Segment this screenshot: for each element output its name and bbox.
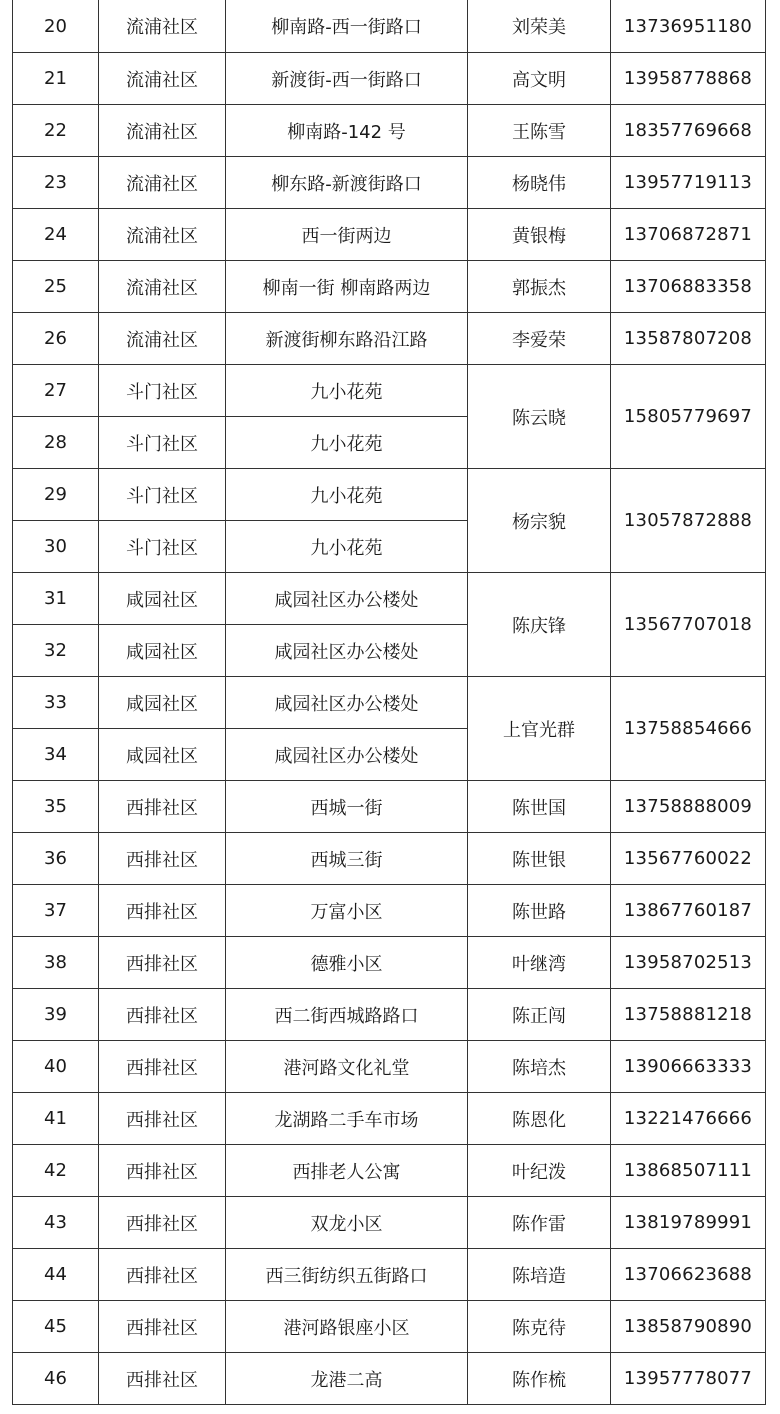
phone-cell: 13758854666 [611, 677, 766, 781]
contact-name-cell: 叶纪泼 [468, 1145, 611, 1197]
community-cell: 流浦社区 [99, 313, 226, 365]
contact-name-cell: 王陈雪 [468, 105, 611, 157]
table-row [13, 313, 766, 365]
location-cell: 双龙小区 [226, 1197, 468, 1249]
row-number: 22 [13, 105, 99, 157]
location-cell: 咸园社区办公楼处 [226, 677, 468, 729]
location-cell: 西三街纺织五街路口 [226, 1249, 468, 1301]
table-row [13, 209, 766, 261]
table-row [13, 1301, 766, 1353]
contact-name-cell: 刘荣美 [468, 0, 611, 53]
row-number: 35 [13, 781, 99, 833]
contact-name-cell: 杨晓伟 [468, 157, 611, 209]
location-cell: 西城三街 [226, 833, 468, 885]
row-number: 28 [13, 417, 99, 469]
location-cell: 西一街两边 [226, 209, 468, 261]
row-number: 24 [13, 209, 99, 261]
location-cell: 万富小区 [226, 885, 468, 937]
table-row [13, 833, 766, 885]
community-cell: 斗门社区 [99, 365, 226, 417]
phone-cell: 13958778868 [611, 53, 766, 105]
phone-cell: 13706883358 [611, 261, 766, 313]
contact-name-cell: 陈培造 [468, 1249, 611, 1301]
row-number: 34 [13, 729, 99, 781]
table-row [13, 885, 766, 937]
row-number: 46 [13, 1353, 99, 1405]
contact-name-cell: 陈云晓 [468, 365, 611, 469]
location-cell: 九小花苑 [226, 521, 468, 573]
contact-name-cell: 上官光群 [468, 677, 611, 781]
community-cell: 西排社区 [99, 781, 226, 833]
table-row [13, 989, 766, 1041]
row-number: 32 [13, 625, 99, 677]
community-cell: 斗门社区 [99, 521, 226, 573]
location-cell: 柳南路-142 号 [226, 105, 468, 157]
location-cell: 咸园社区办公楼处 [226, 573, 468, 625]
contact-name-cell: 陈世国 [468, 781, 611, 833]
row-number: 23 [13, 157, 99, 209]
row-number: 27 [13, 365, 99, 417]
row-number: 45 [13, 1301, 99, 1353]
phone-cell: 13221476666 [611, 1093, 766, 1145]
contact-name-cell: 陈世路 [468, 885, 611, 937]
community-cell: 西排社区 [99, 1145, 226, 1197]
table-row [13, 53, 766, 105]
row-number: 25 [13, 261, 99, 313]
table-row [13, 573, 766, 625]
table-row [13, 1041, 766, 1093]
contact-name-cell: 陈培杰 [468, 1041, 611, 1093]
location-cell: 柳南一街 柳南路两边 [226, 261, 468, 313]
table-row [13, 937, 766, 989]
community-cell: 西排社区 [99, 1301, 226, 1353]
table-row [13, 1145, 766, 1197]
phone-cell: 13736951180 [611, 0, 766, 53]
phone-cell: 13868507111 [611, 1145, 766, 1197]
contact-table [12, 0, 766, 1405]
phone-cell: 15805779697 [611, 365, 766, 469]
phone-cell: 18357769668 [611, 105, 766, 157]
community-cell: 咸园社区 [99, 729, 226, 781]
contact-name-cell: 陈正闯 [468, 989, 611, 1041]
phone-cell: 13957778077 [611, 1353, 766, 1405]
phone-cell: 13706872871 [611, 209, 766, 261]
community-cell: 流浦社区 [99, 157, 226, 209]
row-number: 30 [13, 521, 99, 573]
community-cell: 西排社区 [99, 989, 226, 1041]
community-cell: 流浦社区 [99, 0, 226, 53]
location-cell: 柳南路-西一街路口 [226, 0, 468, 53]
contact-name-cell: 李爱荣 [468, 313, 611, 365]
row-number: 26 [13, 313, 99, 365]
location-cell: 西二街西城路路口 [226, 989, 468, 1041]
contact-name-cell: 陈克待 [468, 1301, 611, 1353]
community-cell: 西排社区 [99, 885, 226, 937]
table-row [13, 1353, 766, 1405]
contact-name-cell: 陈作雷 [468, 1197, 611, 1249]
phone-cell: 13587807208 [611, 313, 766, 365]
location-cell: 柳东路-新渡街路口 [226, 157, 468, 209]
location-cell: 港河路文化礼堂 [226, 1041, 468, 1093]
row-number: 31 [13, 573, 99, 625]
table-row [13, 0, 766, 53]
contact-name-cell: 高文明 [468, 53, 611, 105]
location-cell: 九小花苑 [226, 417, 468, 469]
location-cell: 德雅小区 [226, 937, 468, 989]
row-number: 37 [13, 885, 99, 937]
row-number: 43 [13, 1197, 99, 1249]
contact-name-cell: 陈世银 [468, 833, 611, 885]
phone-cell: 13957719113 [611, 157, 766, 209]
community-cell: 西排社区 [99, 1197, 226, 1249]
phone-cell: 13867760187 [611, 885, 766, 937]
contact-name-cell: 黄银梅 [468, 209, 611, 261]
table-row [13, 1093, 766, 1145]
community-cell: 斗门社区 [99, 469, 226, 521]
row-number: 40 [13, 1041, 99, 1093]
community-cell: 流浦社区 [99, 261, 226, 313]
location-cell: 西排老人公寓 [226, 1145, 468, 1197]
phone-cell: 13758888009 [611, 781, 766, 833]
location-cell: 咸园社区办公楼处 [226, 625, 468, 677]
contact-name-cell: 杨宗貌 [468, 469, 611, 573]
table-row [13, 1197, 766, 1249]
table-row [13, 261, 766, 313]
row-number: 29 [13, 469, 99, 521]
phone-cell: 13819789991 [611, 1197, 766, 1249]
community-cell: 咸园社区 [99, 625, 226, 677]
table-row [13, 469, 766, 521]
contact-name-cell: 陈庆锋 [468, 573, 611, 677]
community-cell: 西排社区 [99, 1249, 226, 1301]
phone-cell: 13567760022 [611, 833, 766, 885]
community-cell: 西排社区 [99, 1093, 226, 1145]
row-number: 42 [13, 1145, 99, 1197]
row-number: 20 [13, 0, 99, 53]
location-cell: 九小花苑 [226, 365, 468, 417]
phone-cell: 13057872888 [611, 469, 766, 573]
table-row [13, 677, 766, 729]
contact-name-cell: 叶继湾 [468, 937, 611, 989]
location-cell: 龙港二高 [226, 1353, 468, 1405]
contact-name-cell: 陈恩化 [468, 1093, 611, 1145]
community-cell: 流浦社区 [99, 209, 226, 261]
community-cell: 咸园社区 [99, 573, 226, 625]
location-cell: 九小花苑 [226, 469, 468, 521]
table-row [13, 365, 766, 417]
row-number: 36 [13, 833, 99, 885]
row-number: 33 [13, 677, 99, 729]
community-cell: 咸园社区 [99, 677, 226, 729]
table-row [13, 105, 766, 157]
community-cell: 西排社区 [99, 833, 226, 885]
location-cell: 新渡街-西一街路口 [226, 53, 468, 105]
location-cell: 港河路银座小区 [226, 1301, 468, 1353]
community-cell: 流浦社区 [99, 53, 226, 105]
community-cell: 西排社区 [99, 1041, 226, 1093]
community-cell: 西排社区 [99, 937, 226, 989]
phone-cell: 13906663333 [611, 1041, 766, 1093]
contact-name-cell: 郭振杰 [468, 261, 611, 313]
row-number: 39 [13, 989, 99, 1041]
community-cell: 流浦社区 [99, 105, 226, 157]
table-row [13, 1249, 766, 1301]
community-cell: 西排社区 [99, 1353, 226, 1405]
phone-cell: 13567707018 [611, 573, 766, 677]
contact-name-cell: 陈作梳 [468, 1353, 611, 1405]
row-number: 21 [13, 53, 99, 105]
location-cell: 龙湖路二手车市场 [226, 1093, 468, 1145]
phone-cell: 13958702513 [611, 937, 766, 989]
location-cell: 新渡街柳东路沿江路 [226, 313, 468, 365]
phone-cell: 13858790890 [611, 1301, 766, 1353]
location-cell: 咸园社区办公楼处 [226, 729, 468, 781]
phone-cell: 13758881218 [611, 989, 766, 1041]
row-number: 41 [13, 1093, 99, 1145]
row-number: 38 [13, 937, 99, 989]
table-row [13, 157, 766, 209]
community-cell: 斗门社区 [99, 417, 226, 469]
table-row [13, 781, 766, 833]
row-number: 44 [13, 1249, 99, 1301]
phone-cell: 13706623688 [611, 1249, 766, 1301]
location-cell: 西城一街 [226, 781, 468, 833]
